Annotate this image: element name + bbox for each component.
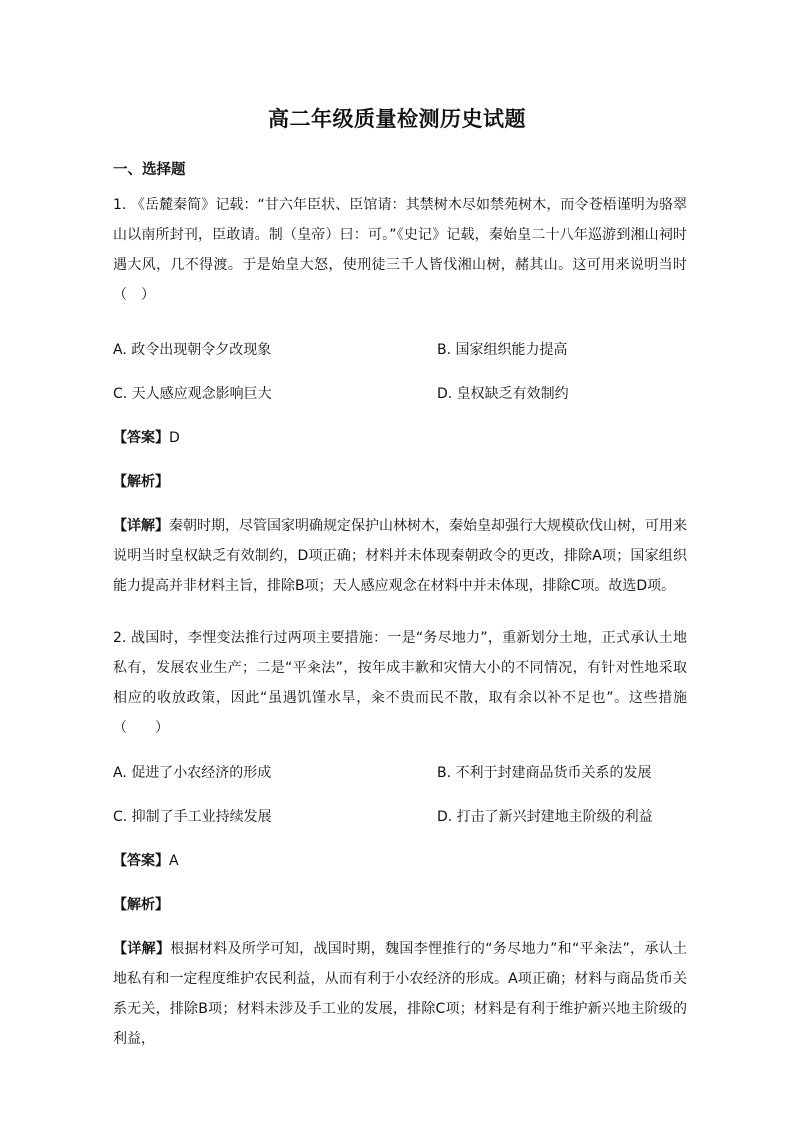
question-2-option-b: B. 不利于封建商品货币关系的发展 [437,765,652,781]
question-1-stem: 1. 《岳麓秦简》记载：“甘六年臣状、臣馆请：其禁树木尽如禁苑树木，而令苍梧谨明为骆翠山以南所封刊，臣敢请。制（皇帝）曰：可。”《史记》记载，秦始皇二十八年巡游到湘山祠时遇大风，几不得渡。于是始皇大怒，使刑徒三千人皆伐湘山树，赭其山。这可用来说明当时（ ） [113,197,687,303]
question-2-stem: 2. 战国时，李悝变法推行过两项主要措施：一是“务尽地力”，重新划分土地，正式承认土地私有，发展农业生产；二是“平籴法”，按年成丰歉和灾情大小的不同情况，有针对性地采取相应的收放政策，因此“虽遇饥馑水旱，籴不贵而民不散，取有余以补不足也”。这些措施（ ） [113,630,687,736]
detail-text: 秦朝时期，尽管国家明确规定保护山林树木，秦始皇却强行大规模砍伐山树，可用来说明当时皇权缺乏有效制约，D项正确；材料并未体现秦朝政令的更改，排除A项；国家组织能力提高并非材料主旨，排除B项；天人感应观念在材料中并未体现，排除C项。故选D项。 [113,518,687,594]
question-1-option-a: A. 政令出现朝令夕改现象 [113,342,272,358]
question-2-answer [113,851,179,871]
answer-label: 【答案】 [113,853,169,869]
question-1-option-c: C. 天人感应观念影响巨大 [113,386,272,402]
question-2-option-c: C. 抑制了手工业持续发展 [113,809,272,825]
detail-label: 【详解】 [113,941,171,957]
question-1-answer [113,428,180,448]
question-2-detail [113,934,687,1054]
answer-value: A [169,853,179,869]
analysis-label: 【解析】 [113,474,169,490]
question-1-analysis-label [113,472,169,492]
section-heading: 一、选择题 [113,162,186,178]
question-1-option-d: D. 皇权缺乏有效制约 [437,386,569,402]
answer-value: D [169,430,180,446]
question-2-analysis-label [113,895,169,915]
answer-label: 【答案】 [113,430,169,446]
analysis-label: 【解析】 [113,897,169,913]
detail-text: 根据材料及所学可知，战国时期，魏国李悝推行的“务尽地力”和“平籴法”，承认土地私有和一定程度维护农民利益，从而有利于小农经济的形成。A项正确；材料与商品货币关系无关，排除B项；材料未涉及手工业的发展，排除C项；材料是有利于维护新兴地主阶级的利益， [113,941,688,1047]
question-1-option-b: B. 国家组织能力提高 [437,342,568,358]
question-2-option-a: A. 促进了小农经济的形成 [113,765,272,781]
detail-label: 【详解】 [113,518,169,534]
question-1-detail [113,511,687,601]
page-title: 高二年级质量检测历史试题 [268,107,526,131]
question-2-option-d: D. 打击了新兴封建地主阶级的利益 [437,809,653,825]
